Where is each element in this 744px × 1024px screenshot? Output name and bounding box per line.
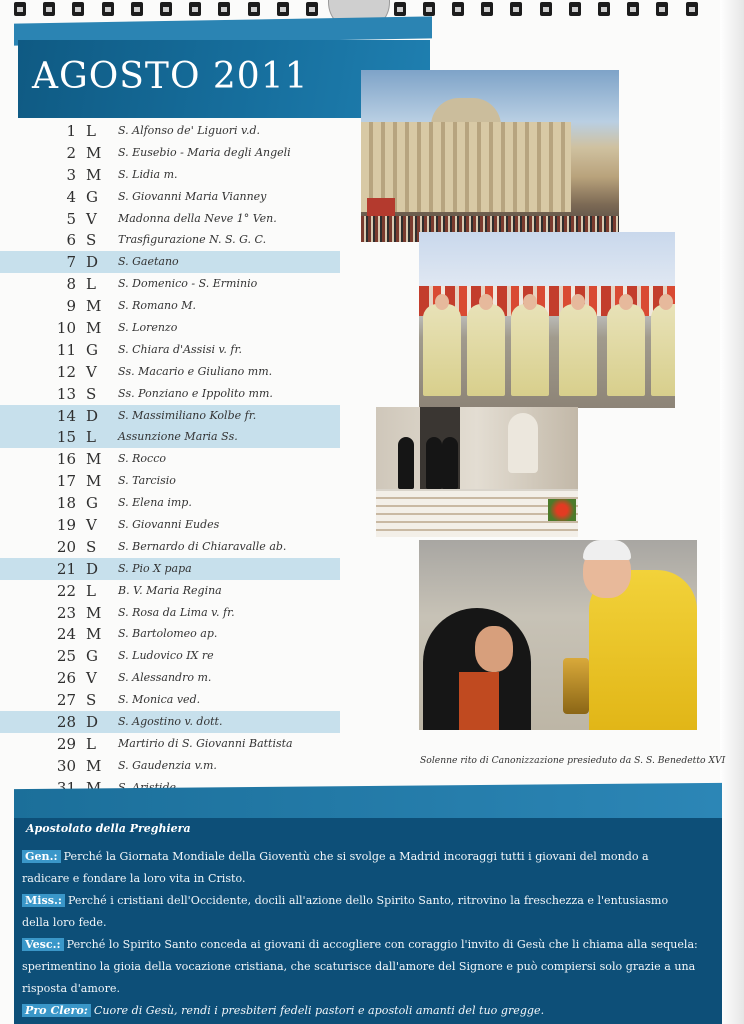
day-number: 25: [56, 647, 76, 666]
day-number: 8: [66, 275, 76, 294]
spiral-ring: [189, 2, 201, 16]
day-row: [0, 711, 340, 733]
spiral-ring: [452, 2, 464, 16]
day-row: [0, 667, 340, 689]
day-number: 13: [56, 384, 76, 403]
weekday-letter: V: [86, 362, 97, 381]
day-row: [0, 361, 340, 383]
spiral-ring: [277, 2, 289, 16]
day-row: [0, 120, 340, 142]
tag-miss: Miss.:: [22, 894, 65, 907]
weekday-letter: G: [86, 340, 98, 359]
day-number: 19: [56, 516, 76, 535]
saint-name: Assunzione Maria Ss.: [118, 430, 238, 444]
saint-name: S. Bernardo di Chiaravalle ab.: [118, 539, 287, 553]
day-row: [0, 142, 340, 164]
day-number: 7: [66, 253, 76, 272]
saint-name: S. Giovanni Maria Vianney: [118, 189, 267, 203]
photo-caption: Solenne rito di Canonizzazione presieduto da S. S. Benedetto XVI: [420, 755, 726, 766]
spiral-ring: [481, 2, 493, 16]
weekday-letter: V: [86, 209, 97, 228]
weekday-letter: M: [86, 756, 102, 775]
saint-name: S. Agostino v. dott.: [118, 715, 223, 729]
saint-name: S. Lidia m.: [118, 167, 178, 181]
weekday-letter: M: [86, 143, 102, 162]
day-row: [0, 426, 340, 448]
day-number: 11: [56, 340, 76, 359]
weekday-letter: M: [86, 319, 102, 338]
saint-name: S. Rocco: [118, 452, 166, 466]
tag-gen: Gen.:: [22, 850, 61, 863]
spiral-ring: [423, 2, 435, 16]
weekday-letter: L: [86, 122, 96, 140]
day-number: 24: [56, 625, 76, 644]
day-row: [0, 514, 340, 536]
day-list: [0, 120, 340, 799]
day-number: 17: [56, 472, 76, 491]
weekday-letter: M: [86, 165, 102, 184]
weekday-letter: M: [86, 450, 102, 469]
text-gen: Perché la Giornata Mondiale della Gioventù che si svolge a Madrid incoraggi tutti i giovani del mondo a radicare e fondare la loro vita in Cristo.: [22, 850, 649, 885]
spiral-ring: [510, 2, 522, 16]
spiral-ring: [394, 2, 406, 16]
weekday-letter: D: [86, 406, 99, 425]
day-row: [0, 470, 340, 492]
saint-name: S. Alfonso de' Liguori v.d.: [118, 124, 261, 137]
day-row: [0, 273, 340, 295]
day-row: [0, 405, 340, 427]
day-row: [0, 645, 340, 667]
day-row: [0, 383, 340, 405]
saint-name: S. Gaetano: [118, 255, 179, 269]
weekday-letter: V: [86, 516, 97, 535]
weekday-letter: L: [86, 734, 96, 753]
saint-name: Madonna della Neve 1° Ven.: [118, 211, 277, 225]
weekday-letter: D: [86, 559, 99, 578]
day-number: 18: [56, 494, 76, 513]
weekday-letter: V: [86, 669, 97, 688]
day-number: 29: [56, 734, 76, 753]
spiral-ring: [218, 2, 230, 16]
saint-name: B. V. Maria Regina: [118, 583, 222, 597]
spiral-ring: [43, 2, 55, 16]
weekday-letter: M: [86, 472, 102, 491]
spiral-ring: [248, 2, 260, 16]
day-row: [0, 295, 340, 317]
photo-communion: [419, 540, 697, 730]
day-number: 10: [56, 319, 76, 338]
saint-name: S. Pio X papa: [118, 561, 192, 575]
day-row: [0, 602, 340, 624]
day-number: 5: [66, 209, 76, 228]
day-row: [0, 623, 340, 645]
intention-vesc: [22, 934, 698, 1000]
day-row: [0, 492, 340, 514]
saint-name: S. Elena imp.: [118, 496, 192, 510]
saint-name: S. Bartolomeo ap.: [118, 627, 218, 641]
day-number: 23: [56, 603, 76, 622]
weekday-letter: L: [86, 428, 96, 447]
spiral-ring: [569, 2, 581, 16]
text-vesc: Perché lo Spirito Santo conceda ai giovani di accogliere con coraggio l'invito di Gesù che li chiama alla sequela: sperimentino la gioia della vocazione cristiana, che scaturisce dall'amore del Signore e può compiersi solo grazie a una risposta d'amore.: [22, 938, 698, 995]
page-edge: [720, 0, 744, 1024]
text-miss: Perché i cristiani dell'Occidente, docili all'azione dello Spirito Santo, ritrovino la freschezza e l'entusiasmo della loro fede.: [22, 894, 669, 929]
spiral-ring: [72, 2, 84, 16]
saint-name: S. Rosa da Lima v. fr.: [118, 605, 235, 619]
day-row: [0, 164, 340, 186]
saint-name: S. Giovanni Eudes: [118, 518, 220, 532]
day-number: 22: [56, 581, 76, 600]
spiral-ring: [160, 2, 172, 16]
day-number: 4: [66, 187, 76, 206]
day-row: [0, 186, 340, 208]
spiral-ring: [656, 2, 668, 16]
saint-name: S. Chiara d'Assisi v. fr.: [118, 342, 243, 356]
photo-basilica-steps: [376, 407, 578, 537]
weekday-letter: G: [86, 187, 98, 206]
day-row: [0, 251, 340, 273]
saint-name: S. Tarcisio: [118, 474, 176, 488]
day-number: 1: [66, 122, 76, 140]
spiral-ring: [598, 2, 610, 16]
day-number: 20: [56, 537, 76, 556]
saint-name: Trasfigurazione N. S. G. C.: [118, 233, 267, 247]
day-row: [0, 317, 340, 339]
weekday-letter: M: [86, 603, 102, 622]
weekday-letter: S: [86, 231, 97, 250]
intention-pro-clero: [22, 1000, 698, 1022]
day-number: 6: [66, 231, 76, 250]
spiral-ring: [306, 2, 318, 16]
saint-name: S. Romano M.: [118, 299, 196, 313]
month-title: AGOSTO 2011: [32, 56, 309, 97]
intention-miss: [22, 890, 698, 934]
day-row: [0, 755, 340, 777]
saint-name: S. Domenico - S. Erminio: [118, 277, 258, 291]
weekday-letter: G: [86, 494, 98, 513]
saint-name: S. Massimiliano Kolbe fr.: [118, 408, 257, 422]
saint-name: S. Alessandro m.: [118, 671, 212, 685]
saint-name: Ss. Ponziano e Ippolito mm.: [118, 386, 273, 400]
day-row: [0, 580, 340, 602]
spiral-ring: [627, 2, 639, 16]
day-number: 15: [56, 428, 76, 447]
spiral-ring: [102, 2, 114, 16]
spiral-ring: [540, 2, 552, 16]
day-row: [0, 558, 340, 580]
saint-name: S. Monica ved.: [118, 693, 201, 707]
day-row: [0, 733, 340, 755]
saint-name: S. Eusebio - Maria degli Angeli: [118, 145, 291, 159]
weekday-letter: D: [86, 253, 99, 272]
tag-vesc: Vesc.:: [22, 938, 64, 951]
spiral-ring: [131, 2, 143, 16]
intention-gen: [22, 846, 698, 890]
day-number: 28: [56, 713, 76, 732]
day-number: 9: [66, 297, 76, 316]
day-row: [0, 339, 340, 361]
day-number: 12: [56, 362, 76, 381]
day-number: 21: [56, 559, 76, 578]
spiral-ring: [686, 2, 698, 16]
day-number: 14: [56, 406, 76, 425]
day-row: [0, 229, 340, 251]
saint-name: Ss. Macario e Giuliano mm.: [118, 364, 273, 378]
weekday-letter: L: [86, 275, 96, 294]
saint-name: Martirio di S. Giovanni Battista: [118, 736, 293, 750]
weekday-letter: S: [86, 537, 97, 556]
weekday-letter: D: [86, 713, 99, 732]
day-number: 30: [56, 756, 76, 775]
day-row: [0, 689, 340, 711]
photo-cardinals: [419, 232, 675, 408]
day-row: [0, 208, 340, 230]
text-pro-clero: Cuore di Gesù, rendi i presbiteri fedeli pastori e apostoli amanti del tuo gregge.: [93, 1004, 545, 1017]
saint-name: S. Ludovico IX re: [118, 649, 214, 663]
weekday-letter: S: [86, 691, 97, 710]
day-row: [0, 536, 340, 558]
photo-st-peters-square: [361, 70, 619, 242]
day-number: 27: [56, 691, 76, 710]
saint-name: S. Lorenzo: [118, 321, 178, 335]
day-number: 3: [66, 165, 76, 184]
day-number: 2: [66, 143, 76, 162]
apostolato-title: Apostolato della Preghiera: [26, 822, 191, 835]
apostolato-body: [22, 846, 698, 1022]
day-number: 16: [56, 450, 76, 469]
day-row: [0, 448, 340, 470]
day-number: 26: [56, 669, 76, 688]
tag-pro-clero: Pro Clero:: [22, 1004, 91, 1017]
weekday-letter: S: [86, 384, 97, 403]
spiral-binding: [14, 0, 714, 18]
weekday-letter: L: [86, 581, 96, 600]
weekday-letter: M: [86, 297, 102, 316]
weekday-letter: G: [86, 647, 98, 666]
spiral-ring: [14, 2, 26, 16]
saint-name: S. Gaudenzia v.m.: [118, 758, 217, 772]
weekday-letter: M: [86, 625, 102, 644]
